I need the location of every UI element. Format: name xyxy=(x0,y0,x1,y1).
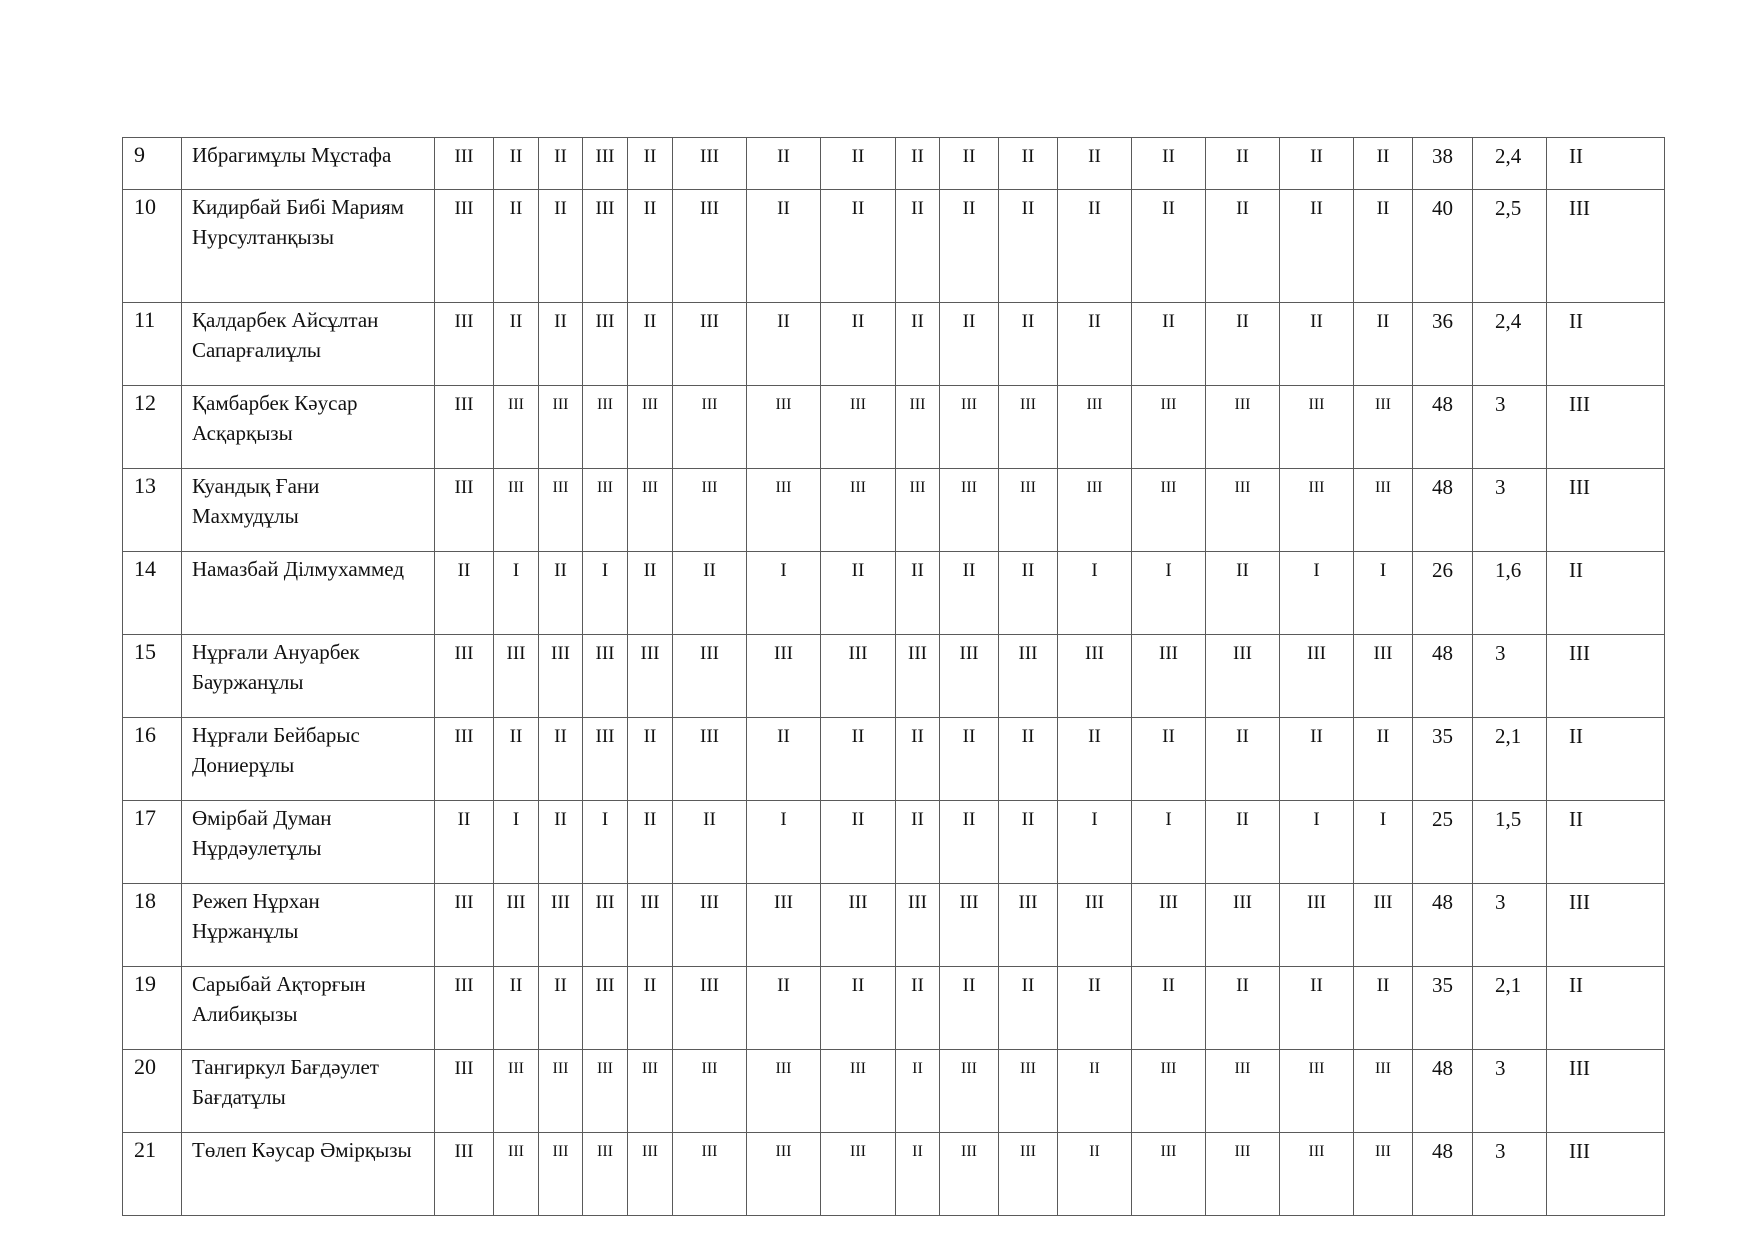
level-cell: II xyxy=(1547,967,1665,1050)
grade-cell: II xyxy=(896,967,940,1050)
grade-cell: III xyxy=(1206,1050,1280,1133)
grade-cell: II xyxy=(494,190,539,303)
grade-cell: III xyxy=(1206,1133,1280,1216)
grade-cell: II xyxy=(673,552,747,635)
grade-cell: II xyxy=(539,967,583,1050)
grade-cell: II xyxy=(1206,138,1280,190)
grade-cell: I xyxy=(1058,801,1132,884)
level-cell: II xyxy=(1547,303,1665,386)
grade-cell: III xyxy=(747,635,821,718)
level-cell: II xyxy=(1547,138,1665,190)
grade-cell: I xyxy=(494,801,539,884)
total-score: 40 xyxy=(1413,190,1473,303)
grade-cell: III xyxy=(747,469,821,552)
grade-cell: III xyxy=(494,469,539,552)
grade-cell: II xyxy=(539,190,583,303)
grade-cell: III xyxy=(1132,884,1206,967)
grade-cell: III xyxy=(1280,469,1354,552)
level-cell: III xyxy=(1547,1050,1665,1133)
average-score: 2,1 xyxy=(1473,967,1547,1050)
table-row xyxy=(123,386,1665,469)
level-cell: III xyxy=(1547,386,1665,469)
grade-cell: III xyxy=(1132,1133,1206,1216)
grade-cell: III xyxy=(628,1050,673,1133)
grade-cell: III xyxy=(435,138,494,190)
grade-cell: III xyxy=(583,1050,628,1133)
grade-cell: II xyxy=(821,190,896,303)
grade-cell: II xyxy=(999,190,1058,303)
table-row xyxy=(123,1133,1665,1216)
grade-cell: I xyxy=(1280,801,1354,884)
grade-cell: II xyxy=(1280,138,1354,190)
grade-cell: III xyxy=(435,1133,494,1216)
average-score: 2,1 xyxy=(1473,718,1547,801)
grade-cell: II xyxy=(747,303,821,386)
grade-cell: III xyxy=(539,1050,583,1133)
grade-cell: II xyxy=(896,801,940,884)
grade-cell: III xyxy=(896,884,940,967)
grade-cell: III xyxy=(673,884,747,967)
grade-cell: III xyxy=(1280,635,1354,718)
grade-cell: III xyxy=(1206,884,1280,967)
grade-cell: II xyxy=(999,718,1058,801)
grade-cell: II xyxy=(821,967,896,1050)
grade-cell: III xyxy=(896,635,940,718)
grade-cell: III xyxy=(747,1050,821,1133)
grade-cell: III xyxy=(1132,469,1206,552)
grade-cell: III xyxy=(494,635,539,718)
row-number: 18 xyxy=(123,884,182,967)
grade-cell: II xyxy=(1058,138,1132,190)
grade-cell: II xyxy=(1058,967,1132,1050)
grade-cell: III xyxy=(999,469,1058,552)
grades-table xyxy=(122,137,1665,1216)
grade-cell: III xyxy=(821,469,896,552)
grade-cell: II xyxy=(673,801,747,884)
grade-cell: II xyxy=(539,303,583,386)
average-score: 1,6 xyxy=(1473,552,1547,635)
grade-cell: III xyxy=(1280,1133,1354,1216)
grade-cell: II xyxy=(821,303,896,386)
grade-cell: III xyxy=(435,190,494,303)
grade-cell: II xyxy=(435,552,494,635)
grade-cell: II xyxy=(628,303,673,386)
grade-cell: II xyxy=(896,190,940,303)
table-row xyxy=(123,884,1665,967)
table-row xyxy=(123,718,1665,801)
level-cell: II xyxy=(1547,552,1665,635)
grade-cell: II xyxy=(1132,718,1206,801)
grade-cell: III xyxy=(673,967,747,1050)
row-number: 12 xyxy=(123,386,182,469)
grade-cell: II xyxy=(1058,1050,1132,1133)
grade-cell: II xyxy=(940,138,999,190)
student-name: Өмірбай Думан Нұрдәулетұлы xyxy=(182,801,435,884)
grade-cell: III xyxy=(673,635,747,718)
grade-cell: III xyxy=(583,469,628,552)
table-row xyxy=(123,138,1665,190)
grade-cell: II xyxy=(999,138,1058,190)
grade-cell: III xyxy=(494,386,539,469)
table-row xyxy=(123,190,1665,303)
table-row xyxy=(123,552,1665,635)
grade-cell: III xyxy=(1354,635,1413,718)
grade-cell: II xyxy=(999,552,1058,635)
grade-cell: III xyxy=(435,303,494,386)
grade-cell: II xyxy=(940,552,999,635)
grade-cell: III xyxy=(940,386,999,469)
row-number: 15 xyxy=(123,635,182,718)
grade-cell: II xyxy=(940,801,999,884)
average-score: 3 xyxy=(1473,635,1547,718)
grade-cell: III xyxy=(583,967,628,1050)
grade-cell: III xyxy=(583,718,628,801)
grade-cell: II xyxy=(628,190,673,303)
grade-cell: I xyxy=(1058,552,1132,635)
total-score: 38 xyxy=(1413,138,1473,190)
grade-cell: III xyxy=(940,1050,999,1133)
grade-cell: II xyxy=(1132,303,1206,386)
grade-cell: III xyxy=(1132,1050,1206,1133)
student-name: Тангиркул Бағдәулет Бағдатұлы xyxy=(182,1050,435,1133)
grade-cell: III xyxy=(435,635,494,718)
grade-cell: III xyxy=(747,1133,821,1216)
level-cell: III xyxy=(1547,635,1665,718)
row-number: 13 xyxy=(123,469,182,552)
level-cell: III xyxy=(1547,884,1665,967)
level-cell: II xyxy=(1547,718,1665,801)
grade-cell: III xyxy=(1354,469,1413,552)
grade-cell: III xyxy=(673,469,747,552)
grade-cell: II xyxy=(1132,138,1206,190)
grade-cell: I xyxy=(747,801,821,884)
grade-cell: II xyxy=(896,138,940,190)
student-name: Кидирбай Бибі Мариям Нурсултанқызы xyxy=(182,190,435,303)
table-row xyxy=(123,469,1665,552)
grade-cell: II xyxy=(821,801,896,884)
grade-cell: II xyxy=(1058,303,1132,386)
grade-cell: III xyxy=(583,1133,628,1216)
grade-cell: I xyxy=(747,552,821,635)
grade-cell: I xyxy=(494,552,539,635)
grade-cell: III xyxy=(999,1133,1058,1216)
grade-cell: II xyxy=(1058,190,1132,303)
grade-cell: II xyxy=(1206,801,1280,884)
grade-cell: III xyxy=(999,1050,1058,1133)
average-score: 3 xyxy=(1473,386,1547,469)
grade-cell: II xyxy=(539,552,583,635)
grade-cell: II xyxy=(1354,967,1413,1050)
grade-cell: III xyxy=(435,718,494,801)
table-row xyxy=(123,967,1665,1050)
student-name: Режеп Нұрхан Нұржанұлы xyxy=(182,884,435,967)
grade-cell: II xyxy=(539,138,583,190)
grade-cell: III xyxy=(896,386,940,469)
grade-cell: II xyxy=(1354,303,1413,386)
student-name: Қамбарбек Кәусар Асқарқызы xyxy=(182,386,435,469)
grade-cell: II xyxy=(1354,190,1413,303)
table-row xyxy=(123,1050,1665,1133)
row-number: 14 xyxy=(123,552,182,635)
total-score: 35 xyxy=(1413,967,1473,1050)
grade-cell: II xyxy=(1206,190,1280,303)
student-name: Ибрагимұлы Мұстафа xyxy=(182,138,435,190)
grade-cell: III xyxy=(539,469,583,552)
row-number: 17 xyxy=(123,801,182,884)
grade-cell: III xyxy=(583,884,628,967)
grade-cell: II xyxy=(539,718,583,801)
grade-cell: III xyxy=(1280,1050,1354,1133)
level-cell: III xyxy=(1547,190,1665,303)
row-number: 20 xyxy=(123,1050,182,1133)
grade-cell: II xyxy=(1354,138,1413,190)
grade-cell: III xyxy=(999,386,1058,469)
grade-cell: III xyxy=(940,635,999,718)
student-name: Куандық Ғани Махмудұлы xyxy=(182,469,435,552)
grade-cell: III xyxy=(435,386,494,469)
grade-cell: I xyxy=(1280,552,1354,635)
grade-cell: II xyxy=(747,718,821,801)
grade-cell: II xyxy=(494,303,539,386)
grade-cell: III xyxy=(1058,469,1132,552)
row-number: 9 xyxy=(123,138,182,190)
student-name: Намазбай Ділмухаммед xyxy=(182,552,435,635)
grade-cell: II xyxy=(747,967,821,1050)
grade-cell: II xyxy=(896,1133,940,1216)
grade-cell: III xyxy=(1058,635,1132,718)
grade-cell: III xyxy=(628,635,673,718)
grade-cell: II xyxy=(1206,967,1280,1050)
grade-cell: III xyxy=(1132,635,1206,718)
grade-cell: III xyxy=(583,138,628,190)
grade-cell: III xyxy=(747,386,821,469)
grade-cell: II xyxy=(435,801,494,884)
grade-cell: II xyxy=(628,718,673,801)
grade-cell: III xyxy=(999,635,1058,718)
grade-cell: III xyxy=(583,190,628,303)
grade-cell: III xyxy=(821,1133,896,1216)
level-cell: III xyxy=(1547,469,1665,552)
average-score: 1,5 xyxy=(1473,801,1547,884)
total-score: 48 xyxy=(1413,1133,1473,1216)
grade-cell: II xyxy=(494,967,539,1050)
total-score: 48 xyxy=(1413,386,1473,469)
grade-cell: III xyxy=(673,718,747,801)
grade-cell: I xyxy=(1354,552,1413,635)
grade-cell: III xyxy=(821,635,896,718)
grade-cell: I xyxy=(583,552,628,635)
student-name: Сарыбай Ақторғын Алибиқызы xyxy=(182,967,435,1050)
grade-cell: II xyxy=(896,552,940,635)
grade-cell: III xyxy=(628,386,673,469)
average-score: 3 xyxy=(1473,1133,1547,1216)
total-score: 48 xyxy=(1413,469,1473,552)
student-name: Нұрғали Ануарбек Бауржанұлы xyxy=(182,635,435,718)
row-number: 21 xyxy=(123,1133,182,1216)
grade-cell: II xyxy=(628,801,673,884)
grade-cell: II xyxy=(896,1050,940,1133)
grade-cell: III xyxy=(673,190,747,303)
total-score: 25 xyxy=(1413,801,1473,884)
grade-cell: III xyxy=(1354,884,1413,967)
grade-cell: II xyxy=(1280,190,1354,303)
grade-cell: II xyxy=(940,303,999,386)
average-score: 2,5 xyxy=(1473,190,1547,303)
grade-cell: III xyxy=(583,386,628,469)
average-score: 3 xyxy=(1473,469,1547,552)
grade-cell: III xyxy=(940,884,999,967)
student-name: Қалдарбек Айсұлтан Сапарғалиұлы xyxy=(182,303,435,386)
grade-cell: III xyxy=(435,1050,494,1133)
total-score: 48 xyxy=(1413,1050,1473,1133)
row-number: 11 xyxy=(123,303,182,386)
grade-cell: II xyxy=(896,718,940,801)
total-score: 35 xyxy=(1413,718,1473,801)
grade-cell: III xyxy=(628,884,673,967)
total-score: 26 xyxy=(1413,552,1473,635)
grade-cell: III xyxy=(821,1050,896,1133)
grade-cell: III xyxy=(1280,386,1354,469)
grade-cell: II xyxy=(896,303,940,386)
grade-cell: II xyxy=(1206,718,1280,801)
row-number: 10 xyxy=(123,190,182,303)
level-cell: II xyxy=(1547,801,1665,884)
grade-cell: III xyxy=(435,967,494,1050)
grade-cell: III xyxy=(494,1133,539,1216)
grade-cell: III xyxy=(539,1133,583,1216)
grade-cell: III xyxy=(1206,469,1280,552)
grade-cell: I xyxy=(1132,552,1206,635)
grade-cell: III xyxy=(1280,884,1354,967)
grade-cell: III xyxy=(999,884,1058,967)
grade-cell: I xyxy=(1132,801,1206,884)
grade-cell: II xyxy=(940,190,999,303)
grade-cell: III xyxy=(821,386,896,469)
grade-cell: III xyxy=(673,303,747,386)
grade-cell: II xyxy=(821,718,896,801)
grade-cell: III xyxy=(628,469,673,552)
grade-cell: III xyxy=(494,1050,539,1133)
grade-cell: III xyxy=(1206,386,1280,469)
grade-cell: I xyxy=(583,801,628,884)
grade-cell: II xyxy=(1206,552,1280,635)
table-row xyxy=(123,635,1665,718)
grade-cell: III xyxy=(494,884,539,967)
grade-cell: I xyxy=(1354,801,1413,884)
grade-cell: III xyxy=(628,1133,673,1216)
grade-cell: II xyxy=(628,138,673,190)
average-score: 2,4 xyxy=(1473,138,1547,190)
grade-cell: II xyxy=(1058,718,1132,801)
grade-cell: II xyxy=(821,138,896,190)
grade-cell: II xyxy=(999,967,1058,1050)
grade-cell: II xyxy=(628,967,673,1050)
grade-cell: III xyxy=(940,1133,999,1216)
grade-cell: III xyxy=(539,635,583,718)
table-row xyxy=(123,303,1665,386)
grade-cell: III xyxy=(1058,884,1132,967)
average-score: 2,4 xyxy=(1473,303,1547,386)
row-number: 16 xyxy=(123,718,182,801)
level-cell: III xyxy=(1547,1133,1665,1216)
grade-cell: III xyxy=(539,386,583,469)
grade-cell: II xyxy=(1280,303,1354,386)
grade-cell: II xyxy=(999,303,1058,386)
average-score: 3 xyxy=(1473,884,1547,967)
grade-cell: II xyxy=(494,138,539,190)
total-score: 48 xyxy=(1413,884,1473,967)
grade-cell: II xyxy=(628,552,673,635)
table-body xyxy=(123,138,1665,1216)
grade-cell: III xyxy=(821,884,896,967)
student-name: Нұрғали Бейбарыс Дониерұлы xyxy=(182,718,435,801)
grade-cell: II xyxy=(1280,967,1354,1050)
grade-cell: III xyxy=(673,138,747,190)
grade-cell: III xyxy=(747,884,821,967)
grade-cell: III xyxy=(896,469,940,552)
grade-cell: II xyxy=(1206,303,1280,386)
grade-cell: III xyxy=(435,469,494,552)
student-name: Төлеп Кәусар Әмірқызы xyxy=(182,1133,435,1216)
grade-cell: II xyxy=(1354,718,1413,801)
grade-cell: II xyxy=(821,552,896,635)
grade-cell: III xyxy=(1354,1133,1413,1216)
total-score: 36 xyxy=(1413,303,1473,386)
grade-cell: II xyxy=(539,801,583,884)
grade-cell: III xyxy=(1206,635,1280,718)
grade-cell: II xyxy=(1132,967,1206,1050)
grade-cell: II xyxy=(747,190,821,303)
grade-cell: II xyxy=(494,718,539,801)
row-number: 19 xyxy=(123,967,182,1050)
grade-cell: III xyxy=(1354,386,1413,469)
grade-cell: III xyxy=(1354,1050,1413,1133)
grade-cell: III xyxy=(583,635,628,718)
average-score: 3 xyxy=(1473,1050,1547,1133)
grade-cell: III xyxy=(940,469,999,552)
total-score: 48 xyxy=(1413,635,1473,718)
table-row xyxy=(123,801,1665,884)
grade-cell: II xyxy=(1132,190,1206,303)
grade-cell: II xyxy=(999,801,1058,884)
grade-cell: III xyxy=(539,884,583,967)
grade-cell: III xyxy=(673,386,747,469)
grade-cell: III xyxy=(1058,386,1132,469)
grade-cell: III xyxy=(583,303,628,386)
grade-cell: II xyxy=(940,967,999,1050)
grade-cell: II xyxy=(940,718,999,801)
grade-cell: III xyxy=(673,1050,747,1133)
grade-cell: II xyxy=(1280,718,1354,801)
grade-cell: II xyxy=(747,138,821,190)
grade-cell: III xyxy=(435,884,494,967)
grade-cell: II xyxy=(1058,1133,1132,1216)
grade-cell: III xyxy=(673,1133,747,1216)
grade-cell: III xyxy=(1132,386,1206,469)
